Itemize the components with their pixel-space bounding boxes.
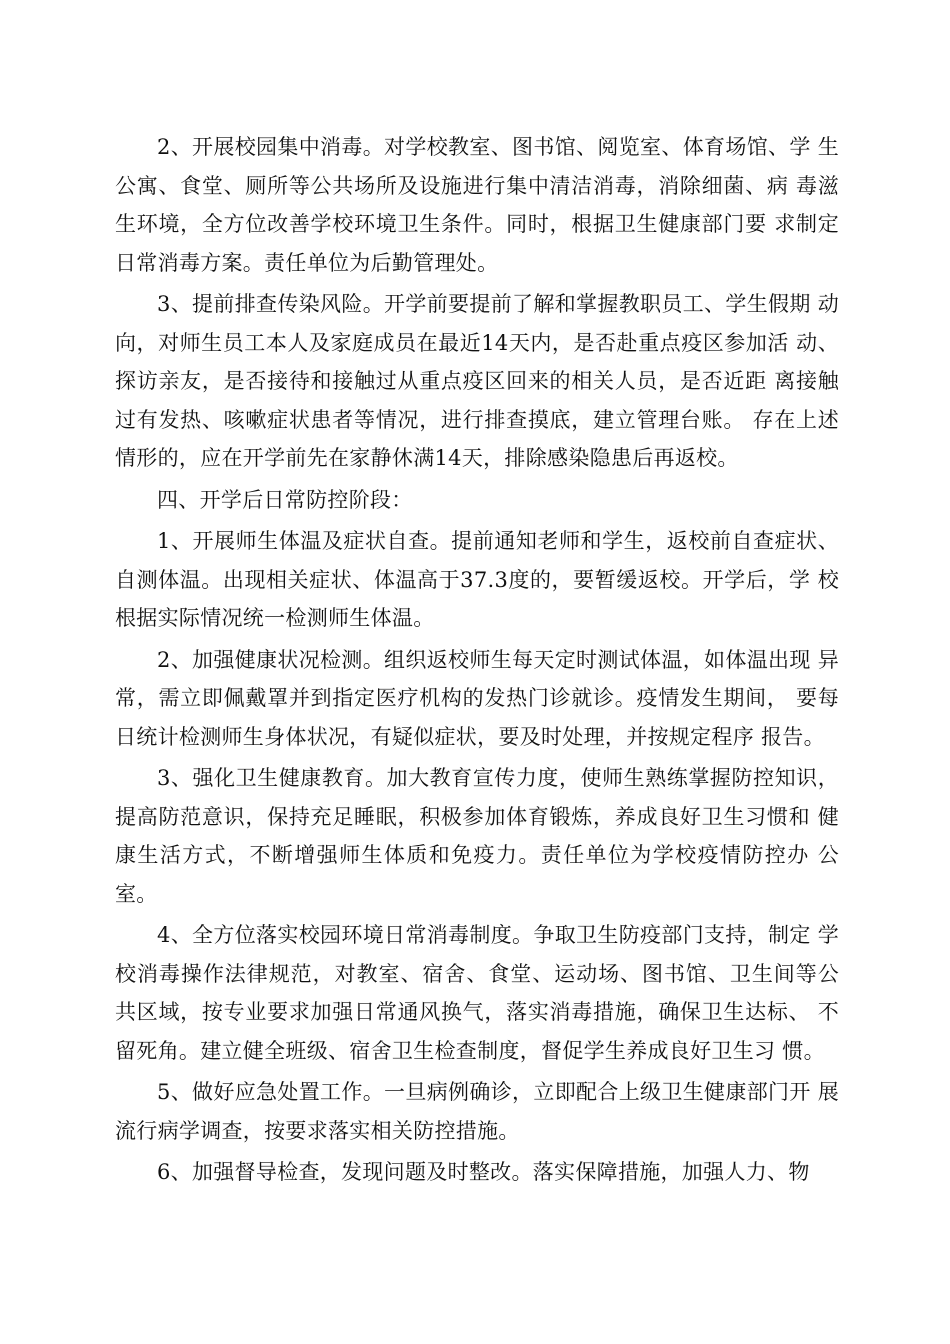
paragraph-health-education: 3、强化卫生健康教育。加大教育宣传力度，使师生熟练掌握防控知识，提高防范意识，保持充足睡眠，积极参加体育锻炼，养成良好卫生习惯和 健康生活方式，不断增强师生体质和免疫力。责任单位为学校疫情防控办 公室。 xyxy=(115,766,839,906)
paragraph-disinfection-system: 4、全方位落实校园环境日常消毒制度。争取卫生防疫部门支持，制定 学校消毒操作法律规范，对教室、宿舍、食堂、运动场、图书馆、卫生间等公共区域，按专业要求加强日常通风换气，落实消毒措施，确保卫生达标、 不留死角。建立健全班级、宿舍卫生检查制度，督促学生养成良好卫生习 惯。 xyxy=(115,923,839,1063)
section-heading-daily-prevention: 四、开学后日常防控阶段： xyxy=(157,487,413,512)
paragraph-risk-screening: 3、提前排查传染风险。开学前要提前了解和掌握教职员工、学生假期 动向，对师生员工本人及家庭成员在最近14天内，是否赴重点疫区参加活 动、探访亲友，是否接待和接触过从重点疫区回来的相关人员，是否近距 离接触过有发热、咳嗽症状患者等情况，进行排查摸底，建立管理台账。 存在上述情形的，应在开学前先在家静休满14天，排除感染隐患后再返校。 xyxy=(115,292,839,470)
paragraph-temperature-self-check: 1、开展师生体温及症状自查。提前通知老师和学生，返校前自查症状、自测体温。出现相关症状、体温高于37.3度的，要暂缓返校。开学后，学 校根据实际情况统一检测师生体温。 xyxy=(115,529,839,630)
paragraph-health-monitoring: 2、加强健康状况检测。组织返校师生每天定时测试体温，如体温出现 异常，需立即佩戴罩并到指定医疗机构的发热门诊就诊。疫情发生期间， 要每日统计检测师生身体状况，有疑似症状，要及时处理，并按规定程序 报告。 xyxy=(115,647,839,749)
document-body xyxy=(115,128,839,1195)
paragraph-supervision: 6、加强督导检查，发现问题及时整改。落实保障措施，加强人力、物 xyxy=(157,1160,810,1184)
paragraph-campus-disinfection: 2、开展校园集中消毒。对学校教室、图书馆、阅览室、体育场馆、学 生公寓、食堂、厕所等公共场所及设施进行集中清洁消毒，消除细菌、病 毒滋生环境，全方位改善学校环境卫生条件。同时，根据卫生健康部门要 求制定日常消毒方案。责任单位为后勤管理处。 xyxy=(115,135,839,275)
paragraph-emergency-response: 5、做好应急处置工作。一旦病例确诊，立即配合上级卫生健康部门开 展流行病学调查，按要求落实相关防控措施。 xyxy=(115,1080,839,1143)
